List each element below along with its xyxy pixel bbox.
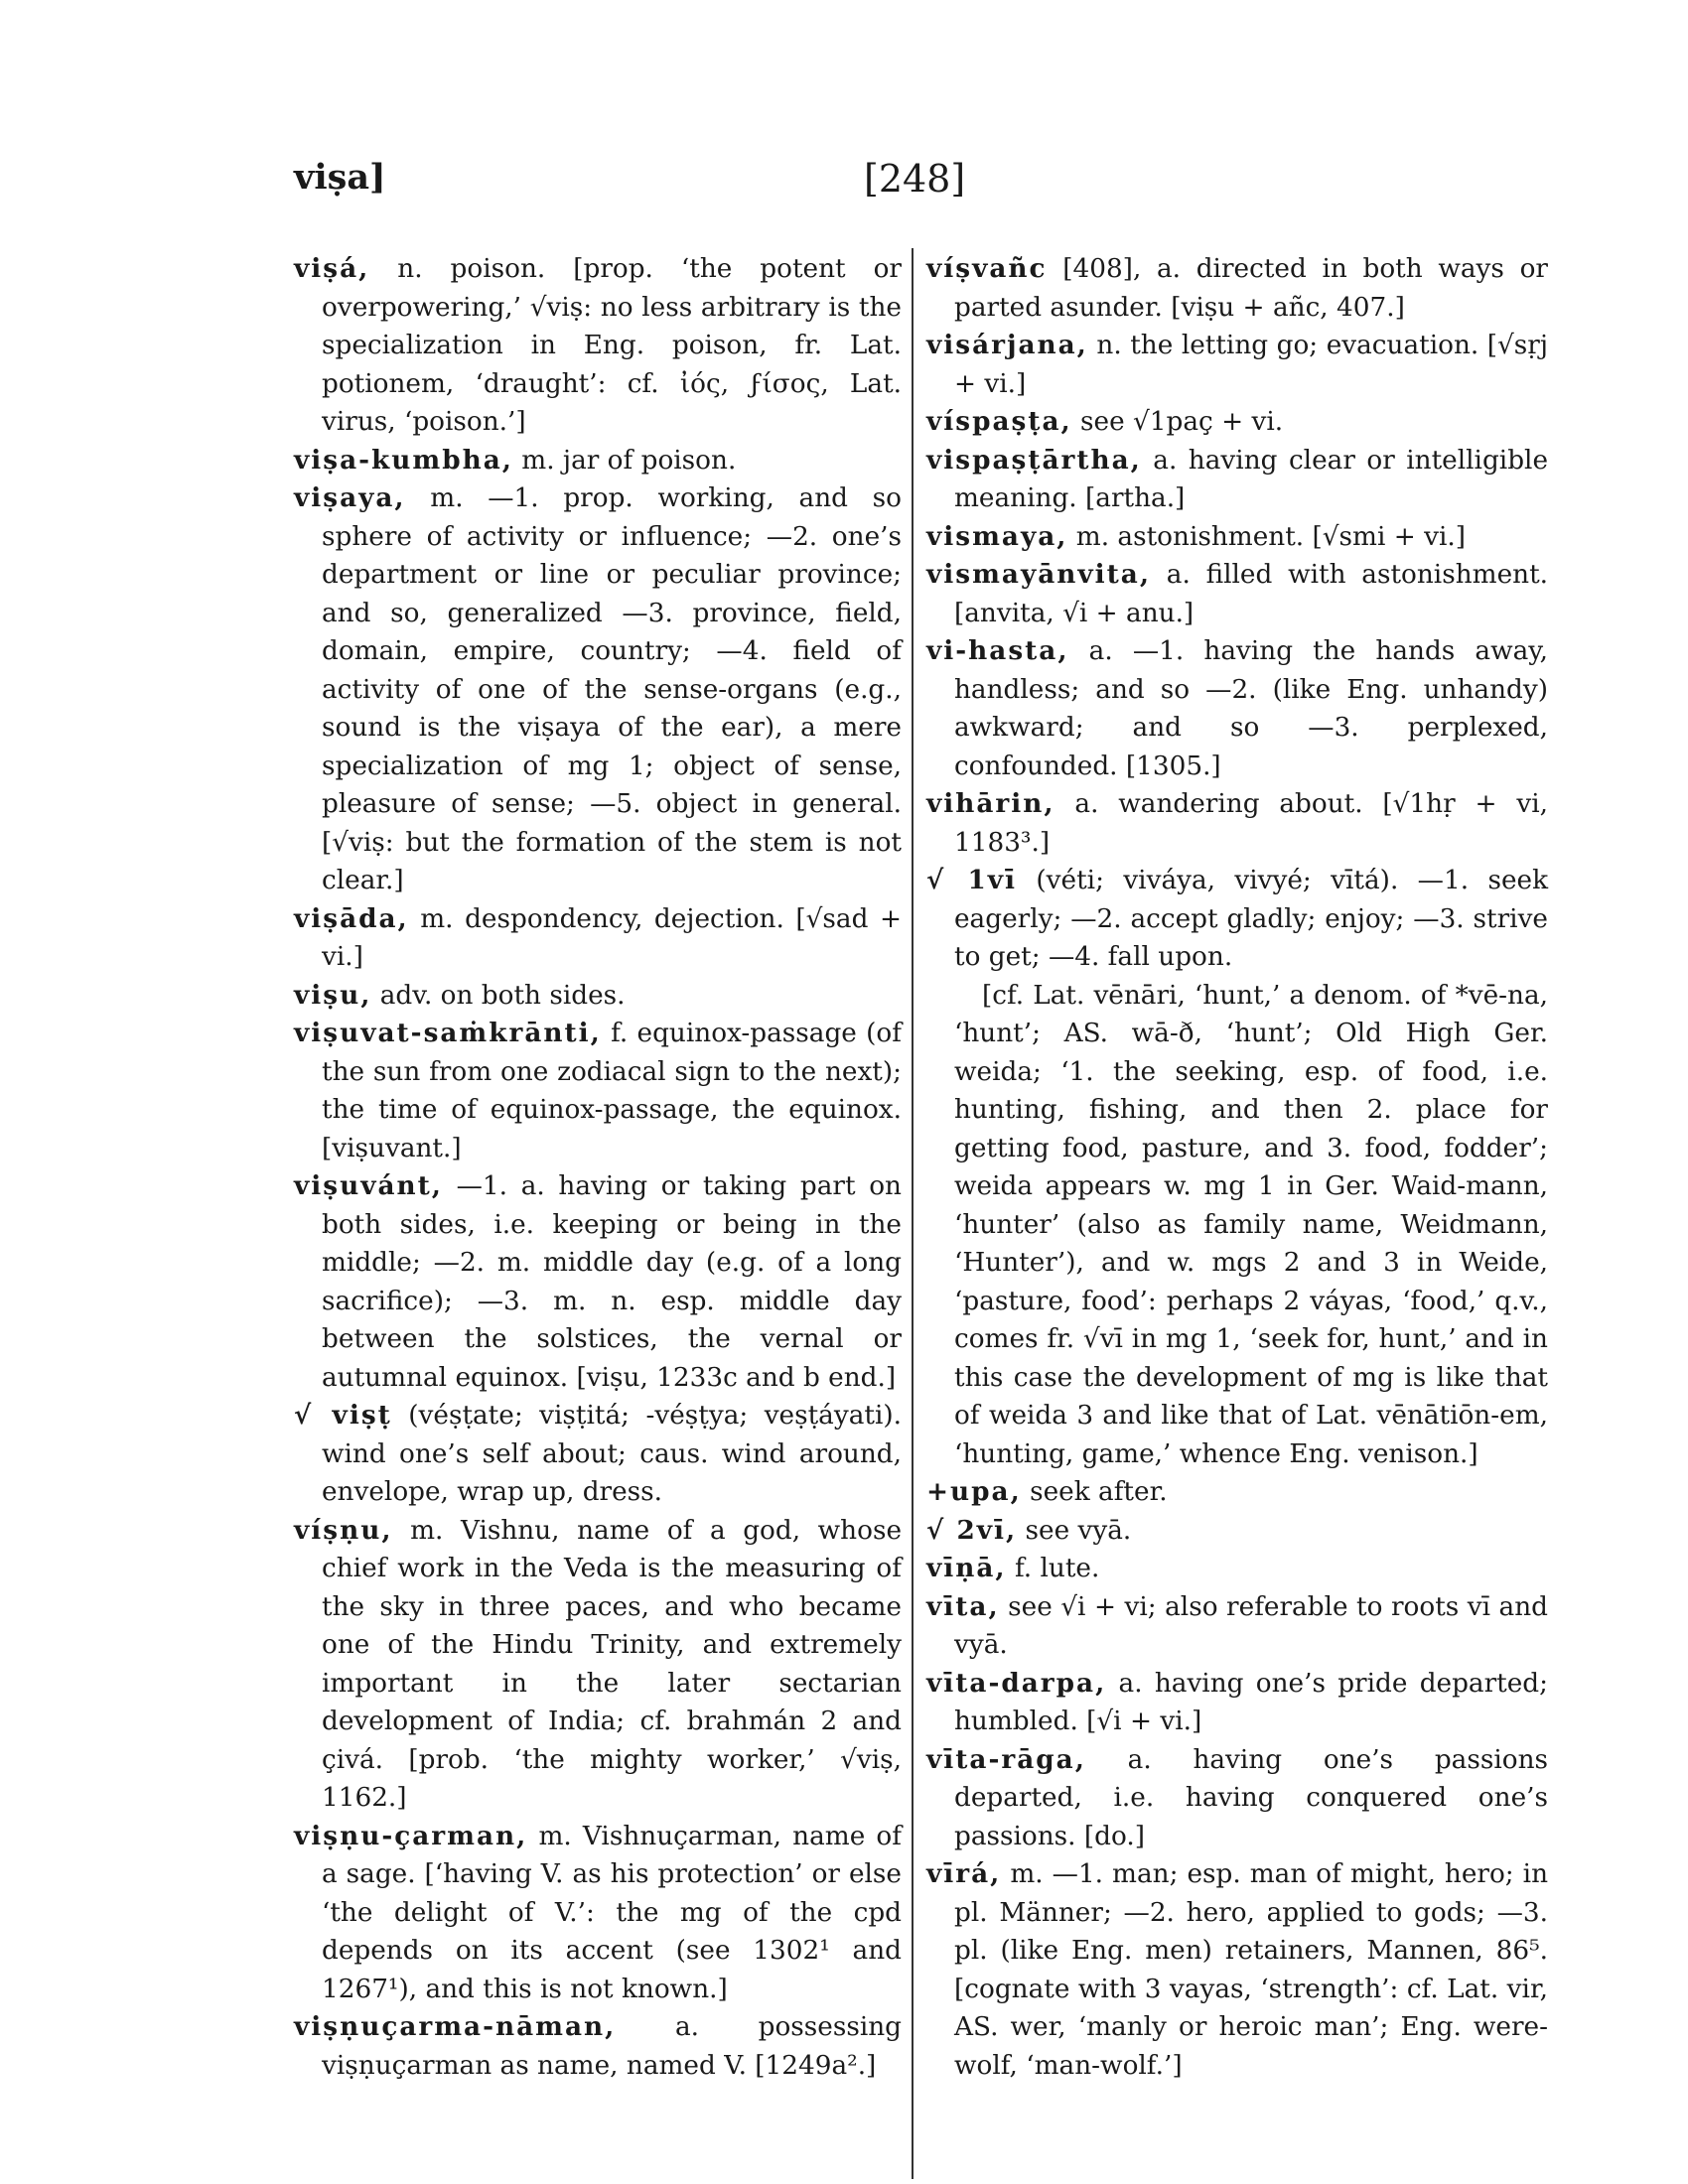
entry-lemma: víṣvañc bbox=[926, 253, 1048, 284]
entry-definition: a. having one’s pride departed; humbled. [√i + vi.] bbox=[954, 1668, 1548, 1736]
dictionary-entry bbox=[926, 1473, 1548, 1512]
entry-definition: —1. a. having or taking part on both sides, i.e. keeping or being in the middle; —2. m. middle day (e.g. of a long sacrifice); —3. m. n. esp. middle day between the solstices, the vernal or autumnal equinox. [viṣu, 1233c and b end.] bbox=[322, 1171, 902, 1393]
dictionary-entry bbox=[926, 1512, 1548, 1551]
dictionary-entry bbox=[926, 862, 1548, 977]
entry-lemma: vi-hasta, bbox=[926, 635, 1069, 666]
entry-lemma: +upa, bbox=[926, 1476, 1022, 1507]
entry-definition: a. possessing viṣṇuçarman as name, named V. [1249a².] bbox=[322, 2012, 902, 2081]
entry-lemma: viṣa-kumbha, bbox=[294, 444, 513, 476]
entry-lemma: vīrá, bbox=[926, 1858, 1002, 1889]
dictionary-entry bbox=[926, 1741, 1548, 1856]
entry-definition: m. jar of poison. bbox=[521, 445, 737, 476]
entry-lemma: √ 1vī bbox=[926, 865, 1018, 895]
dictionary-entry bbox=[294, 1015, 902, 1167]
entry-definition: adv. on both sides. bbox=[379, 980, 626, 1011]
entry-definition: m. astonishment. [√smi + vi.] bbox=[1075, 521, 1467, 552]
entry-definition: n. poison. [prop. ‘the potent or overpowering,’ √viṣ: no less arbitrary is the specialization in Eng. poison, fr. Lat. potionem, ‘draught’: cf. ἰός, ϝίσος, Lat. virus, ‘poison.’] bbox=[322, 254, 902, 437]
dictionary-entry bbox=[294, 250, 902, 442]
entry-lemma: viṣuvat-saṁkrānti, bbox=[294, 1018, 602, 1048]
entry-definition: seek after. bbox=[1030, 1477, 1168, 1507]
entry-definition: m. —1. prop. working, and so sphere of activity or influence; —2. one’s department or line or peculiar province; and so, generalized —3. province, field, domain, empire, country; —4. field of activity of one of the sense-organs (e.g., sound is the viṣaya of the ear), a mere specialization of mg 1; object of sense, pleasure of sense; —5. object in general. [√viṣ: but the formation of the stem is not clear.] bbox=[322, 483, 902, 895]
entry-definition: m. —1. man; esp. man of might, hero; in pl. Männer; —2. hero, applied to gods; —3. pl. (like Eng. men) retainers, Mannen, 86⁵. [cognate with 3 vayas, ‘strength’: cf. Lat. vir, AS. wer, ‘manly or heroic man’; Eng. were-wolf, ‘man-wolf.’] bbox=[954, 1859, 1549, 2081]
entry-lemma: √ viṣṭ bbox=[294, 1400, 392, 1431]
entry-lemma: viṣuvánt, bbox=[294, 1170, 443, 1201]
dictionary-entry bbox=[926, 442, 1548, 518]
entry-definition: m. Vishnuçarman, name of a sage. [‘having V. as his protection’ or else ‘the delight of V.’: the mg of the cpd depends on its accent (see 1302¹ and 1267¹), and this is not known.] bbox=[322, 1821, 902, 2004]
dictionary-entry bbox=[294, 1818, 902, 2009]
dictionary-entry bbox=[926, 785, 1548, 862]
entry-lemma: víspaṣṭa, bbox=[926, 406, 1072, 437]
dictionary-entry bbox=[926, 556, 1548, 632]
entry-lemma: vīta-darpa, bbox=[926, 1667, 1107, 1699]
entry-definition: f. equinox-passage (of the sun from one zodiacal sign to the next); the time of equinox-passage, the equinox. [viṣuvant.] bbox=[322, 1019, 902, 1163]
entry-lemma: viṣaya, bbox=[294, 482, 406, 513]
dictionary-entry bbox=[294, 977, 902, 1016]
dictionary-entry bbox=[294, 442, 902, 480]
entry-lemma: vīṇā, bbox=[926, 1553, 1007, 1583]
entry-lemma: víṣṇu, bbox=[294, 1514, 393, 1546]
dictionary-entry bbox=[926, 1665, 1548, 1741]
dictionary-entry bbox=[926, 977, 1548, 1474]
dictionary-entry bbox=[926, 632, 1548, 785]
entry-lemma: vīta, bbox=[926, 1590, 1000, 1622]
dictionary-entry bbox=[294, 479, 902, 900]
dictionary-entry bbox=[926, 327, 1548, 403]
entry-definition: m. despondency, dejection. [√sad + vi.] bbox=[322, 903, 902, 972]
dictionary-entry bbox=[926, 250, 1548, 327]
entry-definition: a. filled with astonishment. [anvita, √i + anu.] bbox=[954, 560, 1548, 628]
entry-lemma: viṣu, bbox=[294, 979, 372, 1011]
left-column bbox=[294, 250, 902, 2085]
right-column bbox=[926, 250, 1548, 2085]
entry-definition: a. having one’s passions departed, i.e. having conquered one’s passions. [do.] bbox=[954, 1744, 1548, 1851]
dictionary-entry bbox=[926, 403, 1548, 442]
dictionary-entry bbox=[926, 1588, 1548, 1665]
page-number: [248] bbox=[864, 157, 966, 201]
entry-lemma: viṣá, bbox=[294, 253, 370, 284]
dictionary-entry bbox=[294, 1167, 902, 1397]
dictionary-entry bbox=[926, 518, 1548, 557]
entry-definition: see √1paç + vi. bbox=[1080, 407, 1284, 437]
entry-lemma: viṣāda, bbox=[294, 902, 409, 934]
entry-lemma: viṣṇuçarma-nāman, bbox=[294, 2011, 617, 2042]
entry-lemma: vihārin, bbox=[926, 788, 1055, 819]
entry-lemma: vīta-rāga, bbox=[926, 1743, 1086, 1775]
entry-definition: a. having clear or intelligible meaning. [artha.] bbox=[954, 445, 1549, 513]
entry-definition: [408], a. directed in both ways or parted asunder. [viṣu + añc, 407.] bbox=[954, 254, 1549, 323]
dictionary-entry bbox=[294, 900, 902, 977]
dictionary-entry bbox=[294, 1397, 902, 1512]
running-headword: viṣa] bbox=[294, 157, 386, 198]
page-header bbox=[0, 157, 1688, 216]
entry-definition: see √i + vi; also referable to roots vī and vyā. bbox=[954, 1591, 1548, 1660]
entry-lemma: visárjana, bbox=[926, 330, 1088, 360]
entry-lemma: √ 2vī, bbox=[926, 1514, 1018, 1546]
entry-definition: m. Vishnu, name of a god, whose chief work in the Veda is the measuring of the sky in three paces, and who became one of the Hindu Trinity, and extremely important in the later sectarian development of India; cf. brahmán 2 and çivá. [prob. ‘the mighty worker,’ √viṣ, 1162.] bbox=[322, 1515, 903, 1813]
entry-lemma: viṣṇu-çarman, bbox=[294, 1820, 528, 1851]
dictionary-entry bbox=[294, 1512, 902, 1818]
entry-definition: n. the letting go; evacuation. [√sṛj + vi.] bbox=[954, 331, 1549, 399]
column-divider bbox=[912, 248, 914, 2179]
entry-definition: (véti; viváya, vivyé; vītá). —1. seek eagerly; —2. accept gladly; enjoy; —3. strive to get; —4. fall upon. bbox=[954, 866, 1549, 972]
entry-definition: (véṣṭate; viṣṭitá; -véṣṭya; veṣṭáyati). wind one’s self about; caus. wind around, envelope, wrap up, dress. bbox=[322, 1401, 902, 1507]
dictionary-entry bbox=[926, 1550, 1548, 1588]
entry-lemma: vismayānvita, bbox=[926, 559, 1151, 590]
dictionary-entry bbox=[294, 2008, 902, 2085]
entry-definition: [cf. Lat. vēnāri, ‘hunt,’ a denom. of *vē-na, ‘hunt’; AS. wā-ð, ‘hunt’; Old High Ger. weida; ‘1. the seeking, esp. of food, i.e. hunting, fishing, and then 2. place for getting food, pasture, and 3. food, fodder’; weida appears w. mg 1 in Ger. Waid-mann, ‘hunter’ (also as family name, Weidmann, ‘Hunter’), and w. mgs 2 and 3 in Weide, ‘pasture, food’: perhaps 2 váyas, ‘food,’ q.v., comes fr. √vī in mg 1, ‘seek for, hunt,’ and in this case the development of mg is like that of weida 3 and like that of Lat. vēnātiōn-em, ‘hunting, game,’ whence Eng. venison.] bbox=[954, 980, 1548, 1469]
entry-lemma: vismaya, bbox=[926, 520, 1068, 552]
dictionary-entry bbox=[926, 1855, 1548, 2085]
entry-definition: a. —1. having the hands away, handless; and so —2. (like Eng. unhandy) awkward; and so —3. perplexed, confounded. [1305.] bbox=[954, 636, 1549, 781]
entry-lemma: vispaṣṭārtha, bbox=[926, 444, 1142, 476]
entry-definition: see vyā. bbox=[1025, 1515, 1132, 1546]
entry-definition: a. wandering about. [√1hṛ + vi, 1183³.] bbox=[954, 789, 1548, 858]
entry-definition: f. lute. bbox=[1014, 1554, 1100, 1583]
